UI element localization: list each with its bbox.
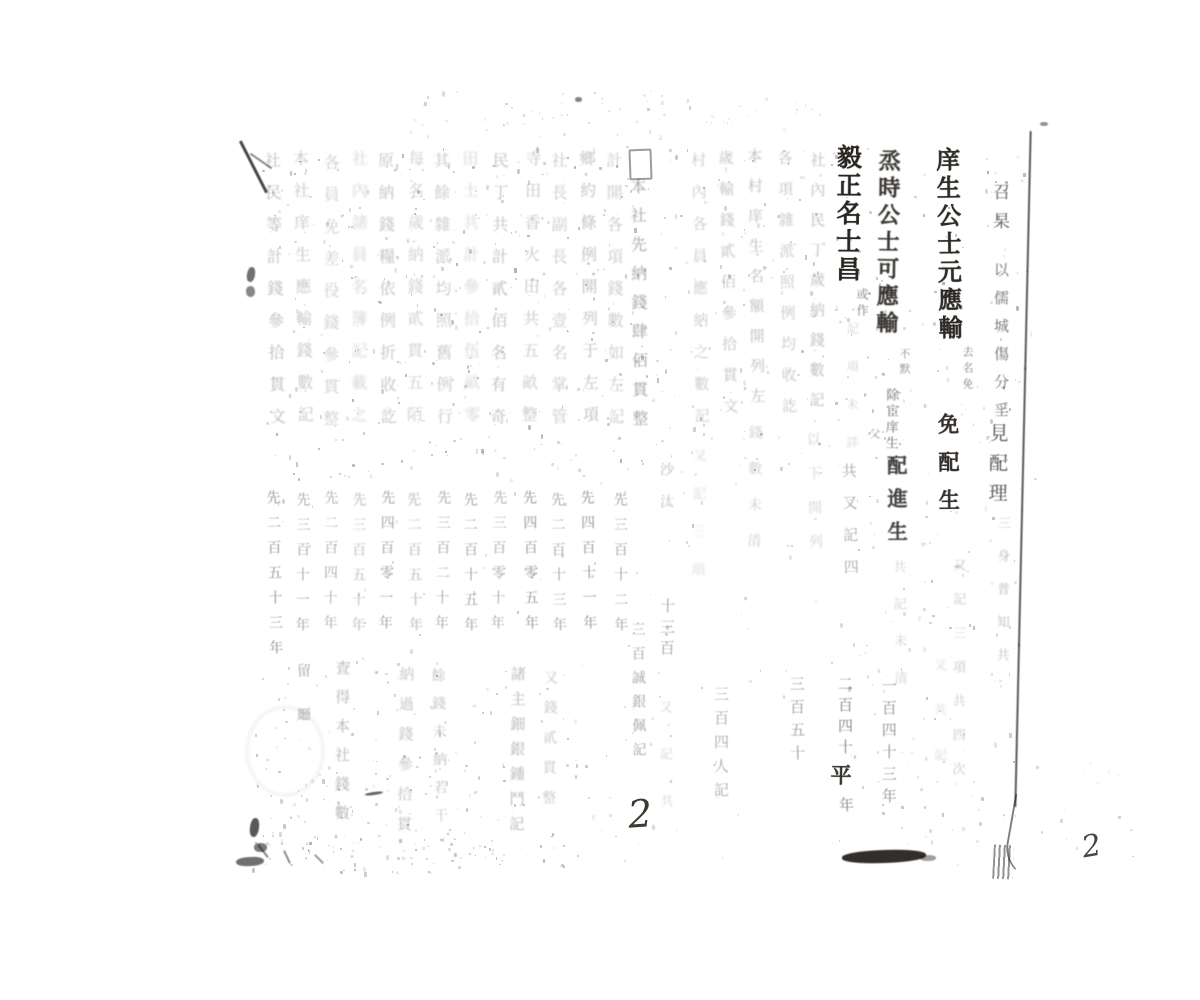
text-column-boss-nian: 年: [836, 796, 855, 813]
text-column-nb-6: 先二百五十年: [405, 491, 424, 643]
mark-ink-smear: [842, 849, 926, 865]
text-column-ul-9: 民丁共計貳佰名有奇: [487, 151, 510, 441]
text-column-ll-1: 留㕔: [295, 662, 312, 752]
text-column-mid-4: 歲輸錢貳佰參拾貫文: [715, 149, 740, 430]
text-column-nb-1: 先二百五十三年: [264, 489, 284, 666]
text-column-ul-6: 每名歲納錢貳貫五陌: [404, 149, 425, 439]
text-column-ul-11: 社長副長各壹名掌管: [549, 151, 569, 441]
text-column-mid-6c: 又記共: [656, 699, 673, 842]
text-column-side-tail: 又共記: [930, 657, 947, 794]
text-column-mid-num-1: 三百五十: [787, 675, 807, 769]
text-column-main1-tail: 又記三項共四次: [949, 557, 966, 797]
text-column-boss-ping: 平: [827, 763, 854, 786]
text-column-mid-5: 村內各員應納之數記: [688, 151, 711, 441]
text-column-main2-mid: 配進生: [883, 454, 908, 555]
text-column-ul-8: 田土共計參拾伍畝零: [459, 149, 482, 439]
text-column-main1-mid: 免配生: [935, 412, 962, 528]
text-column-ul-10: 寺田香火田共五畝整: [518, 149, 543, 439]
mark-corner-grass-c: [314, 854, 324, 864]
text-column-ll-5: 諸主鈿銀鍾鬥記: [506, 665, 527, 842]
text-column-nb-2: 先三百十一年: [293, 491, 311, 643]
mark-hatch-marks: [992, 844, 1014, 879]
mark-corner-smudge: [236, 856, 264, 866]
text-column-annot-c: 見配理: [985, 422, 1009, 514]
text-column-annot-a: 召杲: [989, 182, 1010, 242]
mark-seal-outline: [628, 149, 652, 181]
text-column-boss-head: 毅正名士昌: [831, 143, 863, 285]
text-column-ul-4: 社內諸員名簿記載之: [348, 149, 369, 439]
text-column-mid-1: 社內民丁歲納錢數記: [807, 151, 827, 423]
text-column-main2-num: 一百四十三年: [879, 678, 898, 810]
text-column-main2-note-c: 除宦庠生: [882, 387, 899, 453]
text-column-annot-d: 三身普知共: [993, 515, 1010, 682]
text-column-nb-5: 先四百零一年: [376, 489, 396, 641]
text-column-ul-14: 本社先納錢肆佰貫整: [627, 177, 650, 440]
text-column-main2-head: 烝時公士可應輸: [872, 148, 902, 339]
text-column-mid-6a: 沙汰: [658, 461, 675, 527]
text-column-nb-7: 先三百二十年: [432, 489, 452, 641]
mark-right-edge-mark: [1040, 122, 1048, 126]
text-column-mid-1b: 以下開列: [804, 431, 824, 569]
mark-edge-blot-a: [249, 817, 261, 837]
text-column-ul-5: 原納錢糧依例折收訖: [375, 151, 398, 441]
text-column-ll-7: 三百誠銀佩記: [629, 621, 647, 767]
text-column-nb-3: 先二百四十年: [321, 489, 339, 641]
text-column-nb-9: 先三百零十年: [488, 489, 508, 641]
text-column-boss-num: 二百四十: [835, 675, 854, 761]
text-column-mid-6b: 十三百: [657, 597, 677, 662]
page-number-center: 2: [626, 791, 654, 837]
text-column-main2-tail: 共記未清: [889, 559, 907, 709]
text-column-mid-num-2: 三百四人記: [711, 685, 730, 807]
text-column-mid-5b: 又記三項: [689, 447, 708, 601]
text-column-ll-3: 納過錢參拾貫: [394, 665, 416, 847]
text-column-ll-4: 餘錢未納若干: [429, 667, 449, 837]
text-column-mid-3: 本村庠生名額開列左: [744, 147, 767, 419]
text-column-ul-1: 社民等計錢參拾貫文: [262, 151, 287, 441]
text-column-main2-note-d: 父: [868, 427, 882, 440]
text-column-ll-2: 査得本社錢數: [332, 659, 352, 835]
mark-corner-grass-b: [283, 850, 291, 864]
text-column-ul-3: 各員免差役錢參貫整: [320, 153, 341, 443]
mark-edge-tick-a: [246, 266, 256, 282]
mark-spine-crease-line: [1014, 131, 1031, 807]
text-column-main1-head: 庠生公士元應輸: [931, 146, 964, 344]
mark-ink-smear-tail: [920, 855, 936, 861]
text-column-nb-4: 先三百五十年: [349, 491, 367, 643]
text-column-boss-mid: 共又記四: [839, 462, 861, 592]
text-column-boss-tail: 記項未詳: [844, 321, 859, 475]
text-column-nb-8: 先二百十五年: [462, 491, 479, 643]
mark-edge-tick-b: [246, 286, 256, 298]
text-column-ll-6: 又錢貳貫整: [539, 669, 559, 821]
text-column-nb-13: 先三百十二年: [611, 491, 629, 643]
text-column-nb-12: 先四百十一年: [578, 489, 598, 641]
page-number-corner: 2: [1079, 827, 1104, 866]
text-column-nb-11: 先二百十三年: [549, 491, 568, 643]
text-column-ul-7: 其餘雜派均照舊例行: [431, 151, 454, 441]
text-column-ul-2: 本社庠生應輸錢數記: [290, 149, 315, 439]
text-column-ul-13: 計開各項錢數如左記: [603, 151, 626, 441]
text-column-main2-note-b: 不默: [898, 347, 912, 379]
mark-ink-dash: [365, 791, 383, 796]
text-column-main2-note-a: 或作: [854, 287, 869, 321]
mark-ghost-ring: [246, 706, 324, 796]
text-column-mid-2: 各項雜派照例均收訖: [775, 149, 799, 430]
text-column-mid-3b: 錢數未清: [745, 424, 764, 570]
mark-top-mark: [575, 97, 582, 102]
text-column-ul-12: 鄉約條例開列于左項: [577, 149, 600, 439]
text-column-annot-b: 以儒城傷分㸒: [991, 261, 1010, 431]
text-column-main1-note: 去名免: [961, 345, 975, 395]
text-column-nb-10: 先四百零五年: [521, 489, 540, 641]
